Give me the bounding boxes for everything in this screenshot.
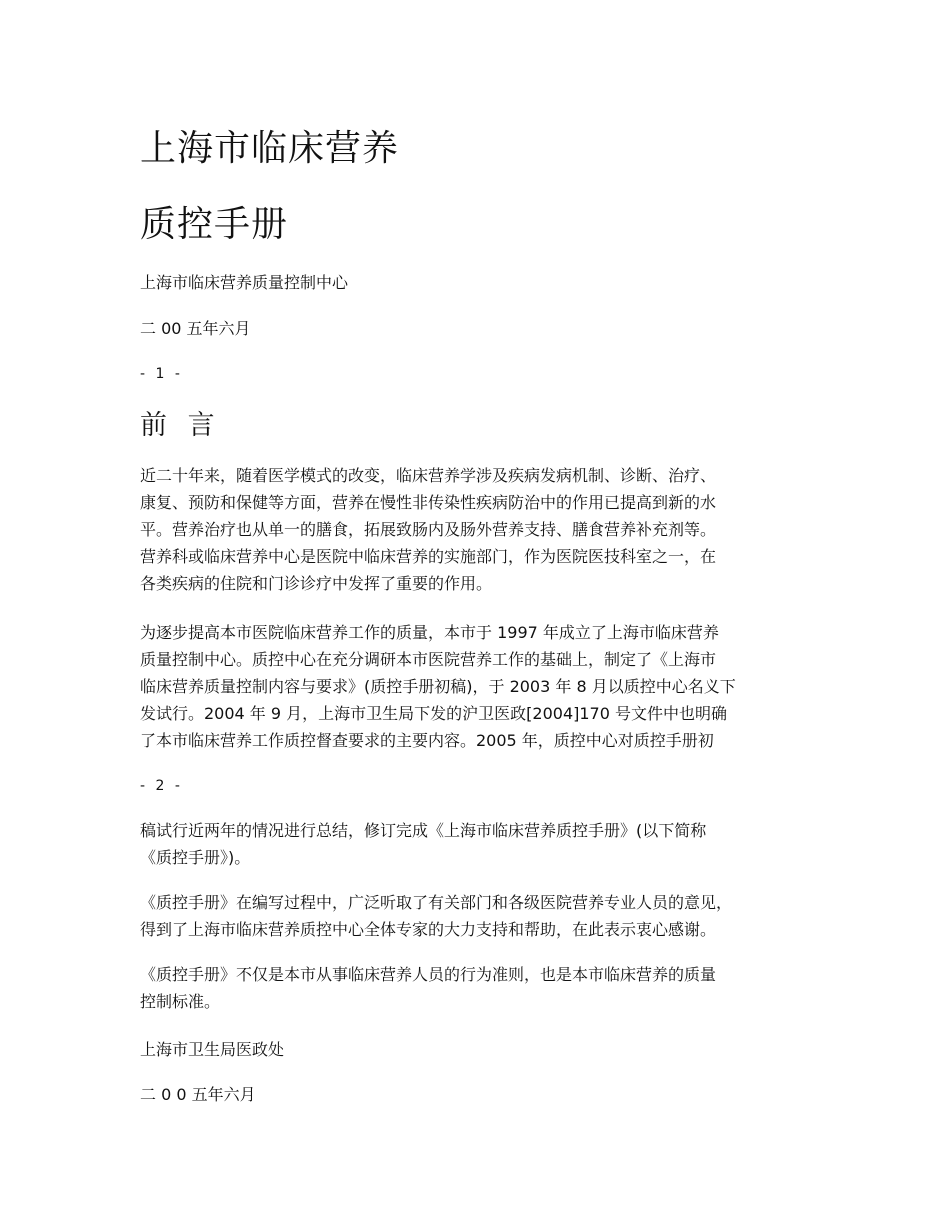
preface-paragraph-4 — [140, 889, 830, 943]
paragraph-line: 各类疾病的住院和门诊诊疗中发挥了重要的作用。 — [140, 574, 493, 593]
cover-title-line-2: 质控手册 — [140, 204, 289, 245]
preface-heading: 前 言 — [140, 410, 221, 441]
paragraph-line: 得到了上海市临床营养质控中心全体专家的大力支持和帮助，在此表示衷心感谢。 — [140, 920, 717, 939]
cover-title-line-1: 上海市临床营养 — [140, 128, 400, 169]
paragraph-line: 康复、预防和保健等方面，营养在慢性非传染性疾病防治中的作用已提高到新的水 — [140, 493, 717, 512]
preface-paragraph-3 — [140, 817, 830, 871]
paragraph-line: 为逐步提高本市医院临床营养工作的质量，本市于 1997 年成立了上海市临床营养 — [140, 623, 719, 642]
signature-department: 上海市卫生局医政处 — [140, 1040, 285, 1059]
signature-date: 二 0 0 五年六月 — [140, 1085, 256, 1104]
paragraph-line: 平。营养治疗也从单一的膳食，拓展致肠内及肠外营养支持、膳食营养补充剂等。 — [140, 520, 717, 539]
paragraph-line: 《质控手册》)。 — [140, 848, 251, 867]
preface-paragraph-1 — [140, 462, 830, 597]
paragraph-line: 稿试行近两年的情况进行总结，修订完成《上海市临床营养质控手册》(以下简称 — [140, 821, 707, 840]
paragraph-line: 《质控手册》在编写过程中，广泛听取了有关部门和各级医院营养专业人员的意见， — [140, 893, 733, 912]
paragraph-line: 营养科或临床营养中心是医院中临床营养的实施部门，作为医院医技科室之一，在 — [140, 547, 717, 566]
paragraph-line: 控制标准。 — [140, 992, 221, 1011]
preface-paragraph-2 — [140, 619, 830, 754]
page-number-1: - 1 - — [140, 366, 183, 382]
paragraph-line: 了本市临床营养工作质控督查要求的主要内容。2005 年，质控中心对质控手册初 — [140, 731, 714, 750]
paragraph-line: 近二十年来，随着医学模式的改变，临床营养学涉及疾病发病机制、诊断、治疗、 — [140, 466, 717, 485]
page-number-2: - 2 - — [140, 778, 183, 794]
paragraph-line: 《质控手册》不仅是本市从事临床营养人员的行为准则，也是本市临床营养的质量 — [140, 965, 717, 984]
preface-paragraph-5 — [140, 961, 830, 1015]
cover-date: 二 00 五年六月 — [140, 319, 251, 338]
paragraph-line: 质量控制中心。质控中心在充分调研本市医院营养工作的基础上，制定了《上海市 — [140, 650, 717, 669]
paragraph-line: 发试行。2004 年 9 月，上海市卫生局下发的沪卫医政[2004]170 号文件中也明确 — [140, 704, 727, 723]
cover-organization: 上海市临床营养质量控制中心 — [140, 273, 349, 292]
paragraph-line: 临床营养质量控制内容与要求》(质控手册初稿)，于 2003 年 8 月以质控中心名义下 — [140, 677, 736, 696]
